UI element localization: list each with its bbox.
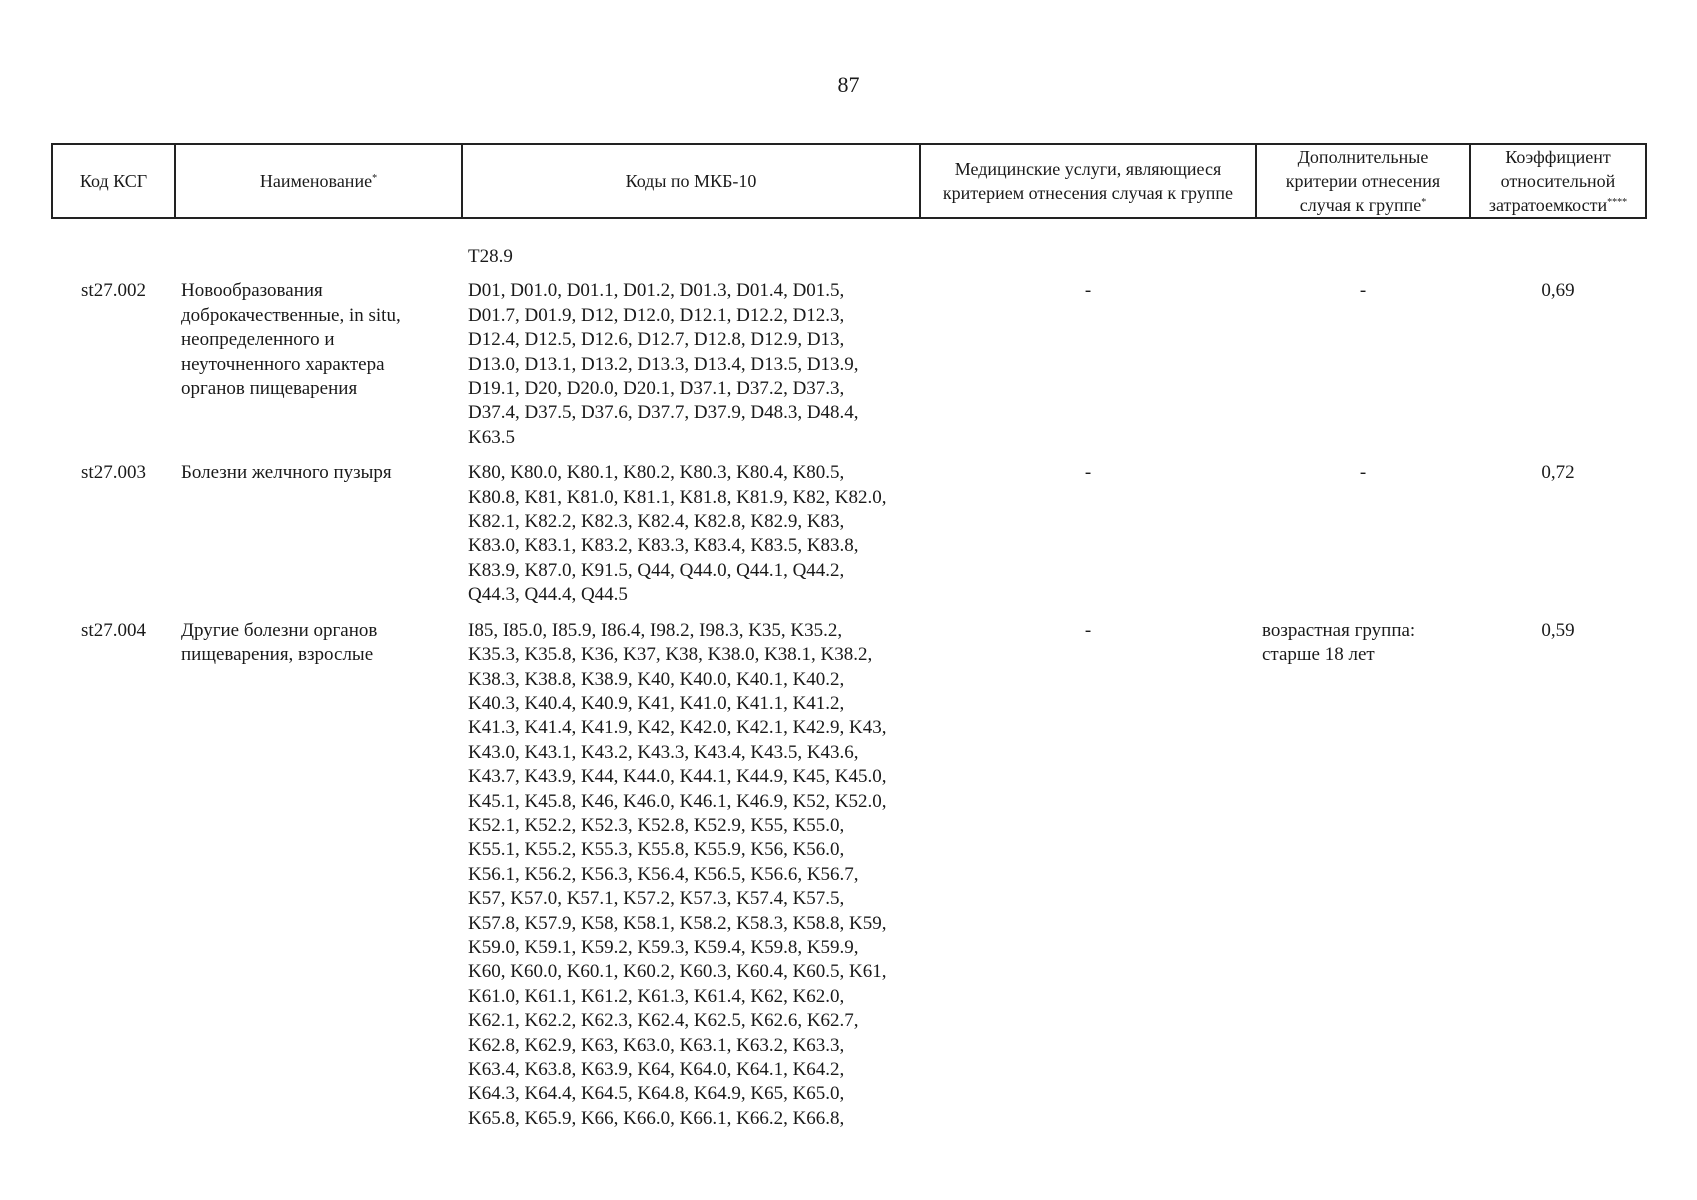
ksg-name-cell [175,218,462,279]
ksg-name-cell [175,461,462,618]
icd-line: K40.3, K40.4, K40.9, K41, K41.0, K41.1, K41.2, [468,692,845,714]
ksg-code-cell [52,218,175,279]
services-cell: - [1084,619,1092,641]
icd-line: K65.8, K65.9, K66, K66.0, K66.1, K66.2, K66.8, [468,1107,845,1129]
icd-line: D19.1, D20, D20.0, D20.1, D37.1, D37.2, D37.3, [468,378,845,400]
icd-line: K52.1, K52.2, K52.3, K52.8, K52.9, K55, K55.0, [468,814,845,836]
header-icd: Коды по МКБ-10 [462,144,920,218]
table-row [52,619,1646,1143]
icd-line: D13.0, D13.1, D13.2, D13.3, D13.4, D13.5, D13.9, [468,353,859,375]
icd-line: D37.4, D37.5, D37.6, D37.7, D37.9, D48.3, D48.4, [468,402,859,424]
ksg-code-cell: st27.004 [81,619,146,641]
icd-line: K60, K60.0, K60.1, K60.2, K60.3, K60.4, K60.5, K61, [468,961,887,983]
criteria-line: - [1359,280,1367,302]
name-line: Новообразования [181,280,323,302]
criteria-cell [1256,279,1470,461]
coefficient-cell [1470,218,1646,279]
icd-line: K63.5 [468,426,515,448]
criteria-cell [1256,218,1470,279]
icd-line: K62.1, K62.2, K62.3, K62.4, K62.5, K62.6, K62.7, [468,1010,859,1032]
ksg-code-cell: st27.002 [81,280,146,302]
coefficient-cell: 0,59 [1541,619,1575,641]
icd-line: K82.1, K82.2, K82.3, K82.4, K82.8, K82.9, K83, [468,511,845,533]
criteria-line: старше 18 лет [1262,644,1375,666]
ksg-name-cell [175,279,462,461]
ksg-table [51,143,1647,1142]
name-line: органов пищеварения [181,378,358,400]
page-number: 87 [837,72,860,97]
icd-line: K55.1, K55.2, K55.3, K55.8, K55.9, K56, K56.0, [468,839,845,861]
icd-line: K45.1, K45.8, K46, K46.0, K46.1, K46.9, K52, K52.0, [468,790,887,812]
services-cell: - [1084,462,1092,484]
criteria-line: - [1359,462,1367,484]
icd-codes-cell [462,619,920,1143]
icd-line: D01, D01.0, D01.1, D01.2, D01.3, D01.4, D01.5, [468,280,845,302]
table-row [52,279,1646,461]
icd-codes-cell [462,461,920,618]
footnote-mark: * [1421,197,1427,208]
header-name: Наименование* [175,144,462,218]
icd-line: K80, K80.0, K80.1, K80.2, K80.3, K80.4, K80.5, [468,462,845,484]
ksg-name-cell [175,619,462,1143]
header-criteria: Дополнительные критерии отнесения случая к группе* [1256,144,1470,218]
icd-line: K83.9, K87.0, K91.5, Q44, Q44.0, Q44.1, Q44.2, [468,559,845,581]
table-row [52,461,1646,618]
ksg-code-cell: st27.003 [81,462,146,484]
icd-line: K63.4, K63.8, K63.9, K64, K64.0, K64.1, K64.2, [468,1059,845,1080]
icd-line: K43.7, K43.9, K44, K44.0, K44.1, K44.9, K45, K45.0, [468,766,887,788]
coefficient-cell: 0,72 [1541,462,1575,484]
icd-line: T28.9 [468,246,513,267]
table-header-row [52,144,1646,218]
icd-line: K83.0, K83.1, K83.2, K83.3, K83.4, K83.5, K83.8, [468,535,859,557]
icd-line: D12.4, D12.5, D12.6, D12.7, D12.8, D12.9, D13, [468,329,845,351]
icd-line: K35.3, K35.8, K36, K37, K38, K38.0, K38.1, K38.2, [468,644,873,666]
icd-line: D01.7, D01.9, D12, D12.0, D12.1, D12.2, D12.3, [468,304,845,326]
icd-line: K80.8, K81, K81.0, K81.1, K81.8, K81.9, K82, K82.0, [468,486,887,508]
name-line: пищеварения, взрослые [181,644,374,666]
services-cell: - [1084,280,1092,302]
footnote-mark: * [372,173,378,184]
icd-line: K41.3, K41.4, K41.9, K42, K42.0, K42.1, K42.9, K43, [468,717,887,739]
services-cell [920,218,1256,279]
header-services: Медицинские услуги, являющиеся критерием отнесения случая к группе [920,144,1256,218]
header-coef: Коэффициент относительной затратоемкости**** [1470,144,1646,218]
icd-line: I85, I85.0, I85.9, I86.4, I98.2, I98.3, K35, K35.2, [468,619,843,641]
icd-codes-cell [462,218,920,279]
icd-line: K62.8, K62.9, K63, K63.0, K63.1, K63.2, K63.3, [468,1034,845,1056]
name-line: неуточненного характера [181,353,385,375]
criteria-line: возрастная группа: [1262,619,1416,641]
header-code: Код КСГ [52,144,175,218]
icd-line: K56.1, K56.2, K56.3, K56.4, K56.5, K56.6, K56.7, [468,863,859,885]
icd-line: K43.0, K43.1, K43.2, K43.3, K43.4, K43.5, K43.6, [468,741,859,763]
icd-line: K64.3, K64.4, K64.5, K64.8, K64.9, K65, K65.0, [468,1083,845,1105]
icd-line: K38.3, K38.8, K38.9, K40, K40.0, K40.1, K40.2, [468,668,845,690]
icd-line: K61.0, K61.1, K61.2, K61.3, K61.4, K62, K62.0, [468,985,845,1007]
icd-codes-cell [462,279,920,461]
name-line: доброкачественные, in situ, [181,304,401,326]
table-row [52,218,1646,279]
criteria-cell [1256,461,1470,618]
name-line: неопределенного и [181,329,335,351]
icd-line: K59.0, K59.1, K59.2, K59.3, K59.4, K59.8, K59.9, [468,936,859,958]
icd-line: K57, K57.0, K57.1, K57.2, K57.3, K57.4, K57.5, [468,888,845,910]
icd-line: K57.8, K57.9, K58, K58.1, K58.2, K58.3, K58.8, K59, [468,912,887,934]
name-line: Другие болезни органов [181,619,378,641]
icd-line: Q44.3, Q44.4, Q44.5 [468,584,628,606]
criteria-cell [1256,619,1470,1143]
name-line: Болезни желчного пузыря [181,462,392,484]
footnote-mark: **** [1607,197,1628,208]
coefficient-cell: 0,69 [1541,280,1575,302]
